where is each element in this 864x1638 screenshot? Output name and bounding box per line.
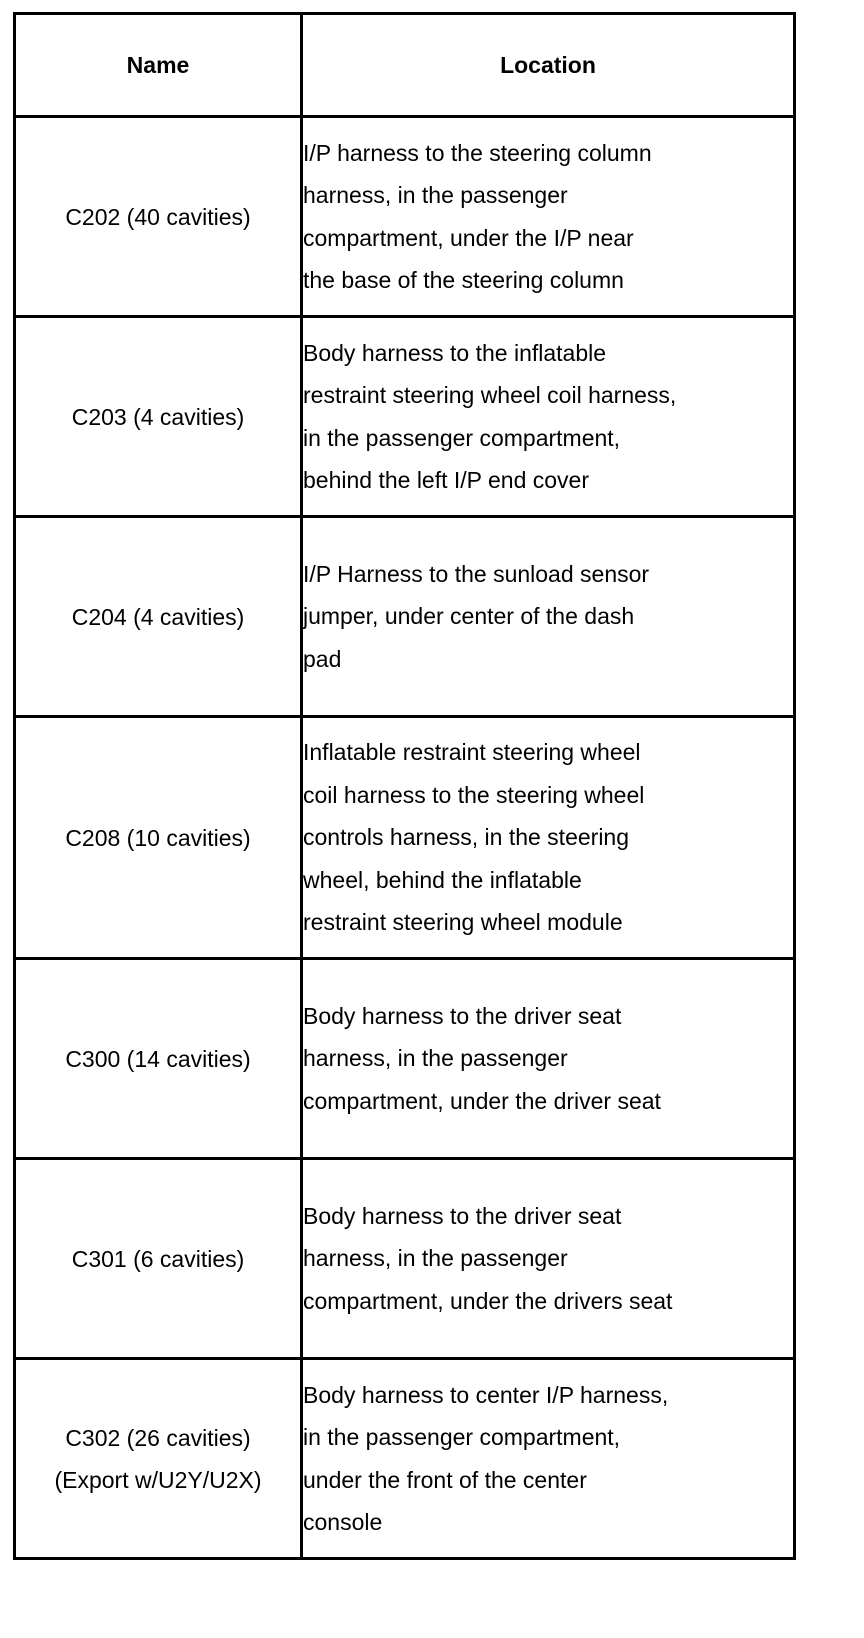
- location-cell: [302, 517, 795, 717]
- location-text: harness, in the passenger: [303, 1245, 568, 1272]
- location-text: harness, in the passenger: [303, 1045, 568, 1072]
- location-cell: [302, 317, 795, 517]
- location-text: the base of the steering column: [303, 267, 624, 293]
- location-text: compartment, under the drivers seat: [303, 1287, 673, 1314]
- connector-name: C208 (10 cavities): [65, 824, 251, 851]
- location-text: in the passenger compartment,: [303, 424, 621, 451]
- table-row: [15, 317, 795, 517]
- location-cell: [302, 117, 795, 317]
- location-text: jumper, under center of the dash: [303, 603, 635, 630]
- location-text: Body harness to the inflatable: [303, 339, 607, 366]
- connector-table: [13, 12, 796, 1560]
- connector-name-cell: [15, 717, 302, 959]
- name-column-header: Name: [15, 14, 302, 117]
- table-row: [15, 959, 795, 1159]
- table-row: [15, 717, 795, 959]
- location-text: in the passenger compartment,: [303, 1424, 621, 1450]
- connector-name: C202 (40 cavities): [65, 203, 251, 230]
- header-row: [15, 14, 795, 117]
- connector-name-cell: [15, 317, 302, 517]
- connector-name: C203 (4 cavities): [71, 403, 245, 430]
- connector-name-cell: [15, 959, 302, 1159]
- table-row: [15, 117, 795, 317]
- location-text: Inflatable restraint steering wheel: [303, 739, 641, 766]
- table-row: [15, 517, 795, 717]
- connector-name-cell: [15, 117, 302, 317]
- location-text: harness, in the passenger: [303, 182, 568, 208]
- connector-name-cell: [15, 1159, 302, 1359]
- connector-name-cell: [15, 517, 302, 717]
- location-cell: [302, 959, 795, 1159]
- connector-name-note: (Export w/U2Y/U2X): [54, 1466, 262, 1493]
- location-text: I/P harness to the steering column: [303, 139, 652, 166]
- connector-name: C302 (26 cavities): [65, 1424, 251, 1451]
- location-text: behind the left I/P end cover: [303, 467, 589, 493]
- location-text: under the front of the center: [303, 1466, 587, 1493]
- location-text: Body harness to center I/P harness,: [303, 1381, 669, 1408]
- location-cell: [302, 1159, 795, 1359]
- connector-name: C204 (4 cavities): [71, 603, 245, 630]
- location-text: compartment, under the I/P near: [303, 224, 634, 251]
- location-text: Body harness to the driver seat: [303, 1202, 622, 1229]
- location-text: coil harness to the steering wheel: [303, 781, 645, 808]
- location-text: console: [303, 1509, 383, 1535]
- location-text: Body harness to the driver seat: [303, 1002, 622, 1029]
- connector-name-cell: [15, 1359, 302, 1559]
- location-text: controls harness, in the steering: [303, 824, 630, 851]
- location-column-header: Location: [302, 14, 795, 117]
- location-text: restraint steering wheel coil harness,: [303, 382, 677, 408]
- location-text: wheel, behind the inflatable: [303, 866, 582, 893]
- location-cell: [302, 717, 795, 959]
- location-cell: [302, 1359, 795, 1559]
- location-text: restraint steering wheel module: [303, 909, 623, 936]
- table-row: [15, 1359, 795, 1559]
- location-text: I/P Harness to the sunload sensor: [303, 560, 650, 587]
- connector-name: C301 (6 cavities): [71, 1245, 245, 1272]
- location-text: pad: [303, 645, 342, 672]
- table-row: [15, 1159, 795, 1359]
- location-text: compartment, under the driver seat: [303, 1087, 661, 1114]
- connector-name: C300 (14 cavities): [65, 1045, 251, 1072]
